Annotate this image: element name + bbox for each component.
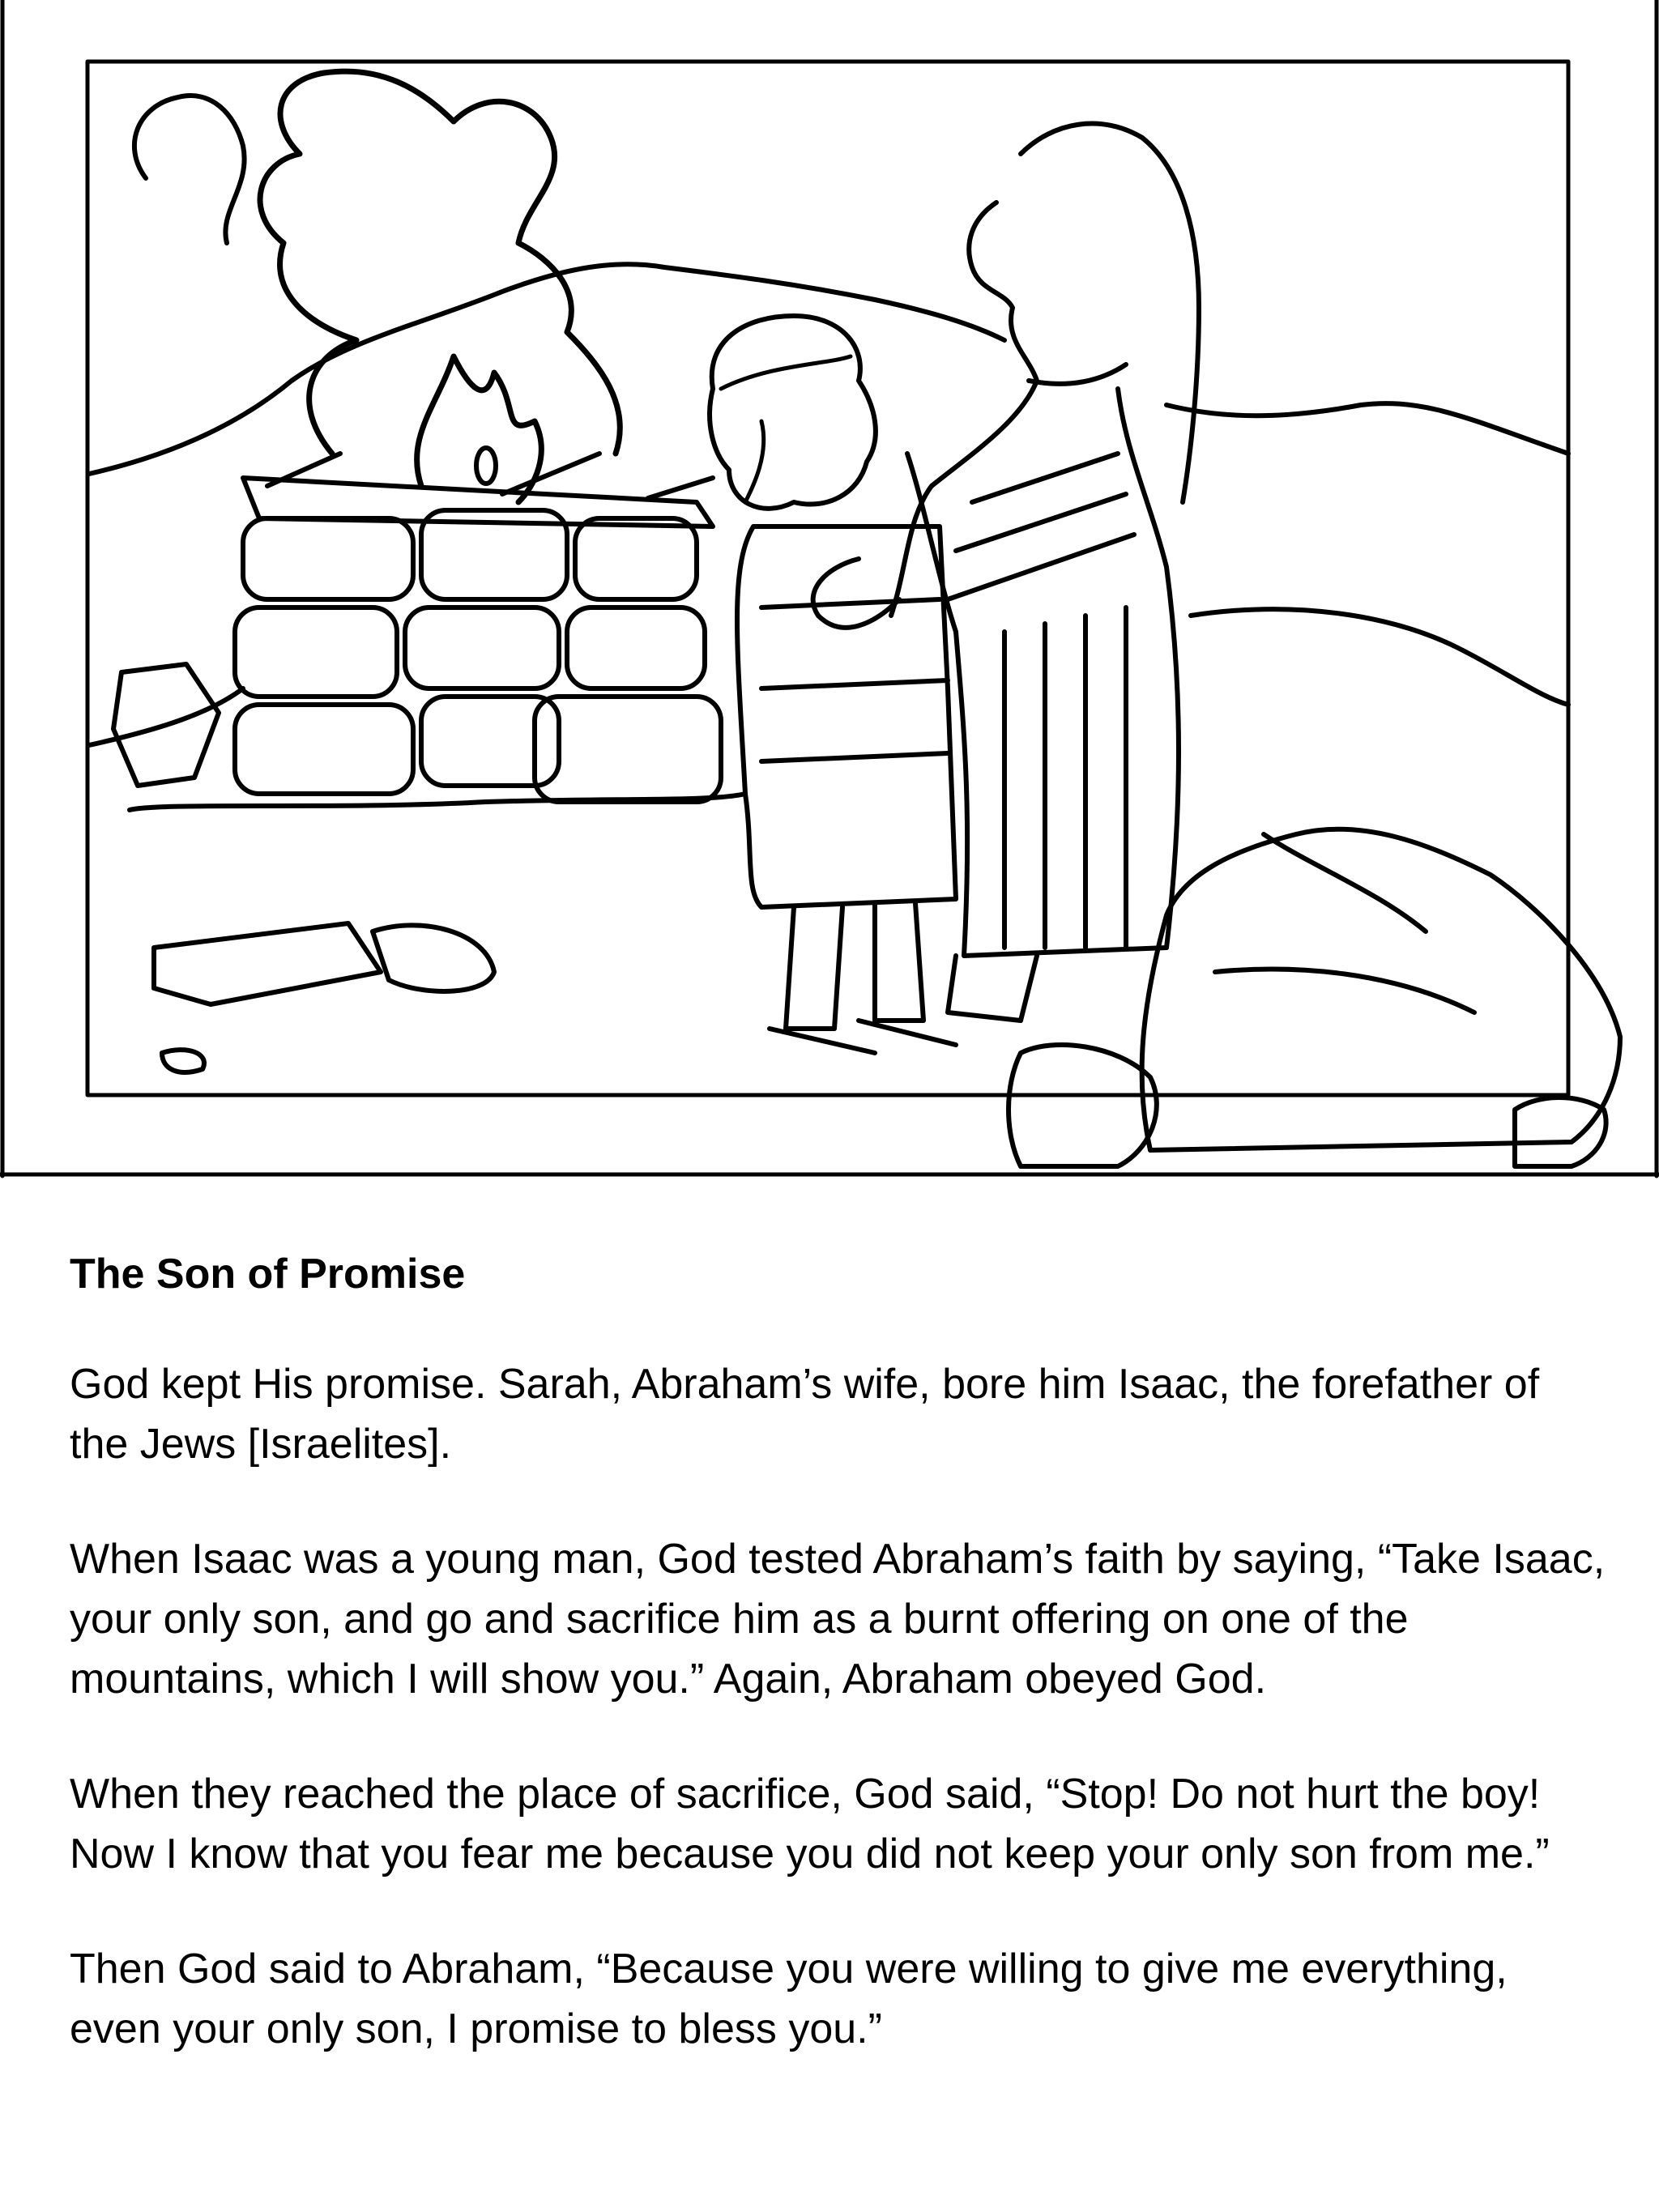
isaac-figure <box>710 316 956 1053</box>
mountain-right <box>1166 403 1568 454</box>
paragraph-1: God kept His promise. Sarah, Abraham’s wife, bore him Isaac, the forefather of the Jews [Israelites]. <box>70 1361 1540 1468</box>
abraham-figure <box>813 124 1199 1021</box>
rocks-right <box>1009 829 1620 1166</box>
stone-altar <box>130 510 745 810</box>
picture-frame <box>87 62 1568 1095</box>
page-title: The Son of Promise <box>70 1251 466 1298</box>
flame-core <box>476 448 496 484</box>
ridge-left <box>89 688 243 745</box>
story-text <box>70 1247 1609 2114</box>
mountain-left <box>89 264 1004 474</box>
ridge-right <box>1191 609 1568 705</box>
paragraph-4: Then God said to Abraham, “Because you were willing to give me everything, even your only son, I promise to bless you.” <box>70 1946 1508 2052</box>
paragraph-2: When Isaac was a young man, God tested Abraham’s faith by saying, “Take Isaac, your only son, and go and sacrifice him as a burnt offering on one of the mountains, which I will show you.” Again, Abraham obeyed God. <box>70 1536 1606 1703</box>
smoke <box>260 71 620 454</box>
smoke-wisp <box>134 96 245 243</box>
paragraph-3: When they reached the place of sacrifice, God said, “Stop! Do not hurt the boy! Now I know that you fear me because you did not keep your only son from me.” <box>70 1771 1550 1877</box>
